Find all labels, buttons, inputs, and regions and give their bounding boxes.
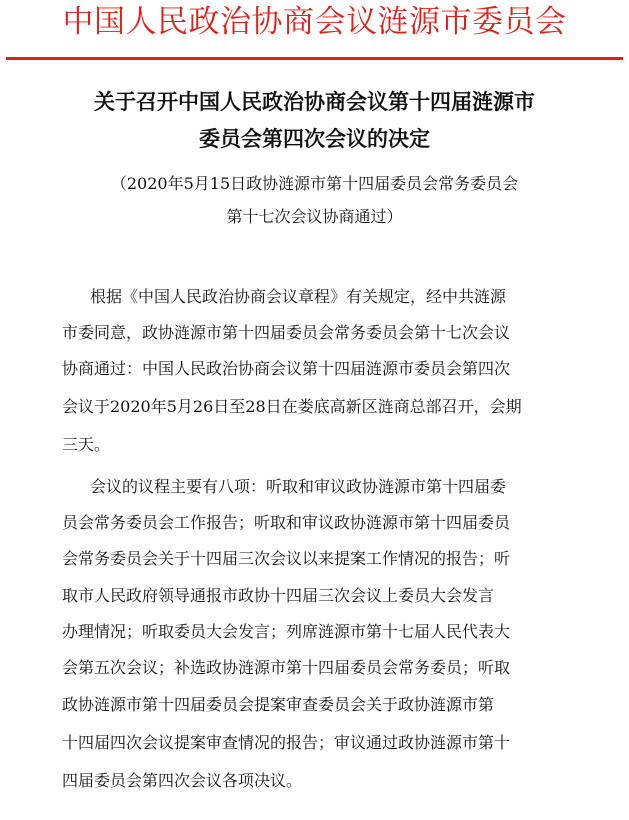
paragraph-line: 取市人民政府领导通报市政协十四届三次会议上委员大会发言 [62,586,495,605]
paragraph-line: 员会常务委员会工作报告；听取和审议政协涟源市第十四届委员 [62,513,511,532]
paragraph-line: 会议于2020年5月26日至28日在娄底高新区涟商总部召开，会期 [62,397,522,416]
document-title-line-2: 委员会第四次会议的决定 [199,127,430,151]
paragraph-line: 协商通过：中国人民政治协商会议第十四届涟源市委员会第四次 [62,359,511,378]
paragraph-line: 四届委员会第四次会议各项决议。 [62,771,303,790]
masthead-org-name: 中国人民政治协商会议涟源市委员会 [62,4,567,40]
paragraph-line: 会议的议程主要有八项：听取和审议政协涟源市第十四届委 [90,477,507,496]
paragraph-line: 三天。 [62,435,111,454]
paragraph-line: 市委同意，政协涟源市第十四届委员会常务委员会第十七次会议 [62,323,511,342]
paragraph-line: 会第五次会议；补选政协涟源市第十四届委员会常务委员；听取 [62,658,511,677]
paragraph-line: 根据《中国人民政治协商会议章程》有关规定，经中共涟源 [90,287,507,306]
masthead-divider [6,57,623,60]
paragraph-line: 会常务委员会关于十四届三次会议以来提案工作情况的报告；听 [62,549,511,568]
paragraph-line: 十四届四次会议提案审查情况的报告；审议通过政协涟源市第十 [62,733,511,752]
document-title-line-1: 关于召开中国人民政治协商会议第十四届涟源市 [94,90,535,114]
adoption-note-line-2: 第十七次会议协商通过） [226,207,403,226]
paragraph-line: 办理情况；听取委员大会发言；列席涟源市第十七届人民代表大 [62,622,511,641]
paragraph-line: 政协涟源市第十四届委员会提案审查委员会关于政协涟源市第 [62,695,495,714]
adoption-note-line-1: （2020年5月15日政协涟源市第十四届委员会常务委员会 [110,174,519,193]
